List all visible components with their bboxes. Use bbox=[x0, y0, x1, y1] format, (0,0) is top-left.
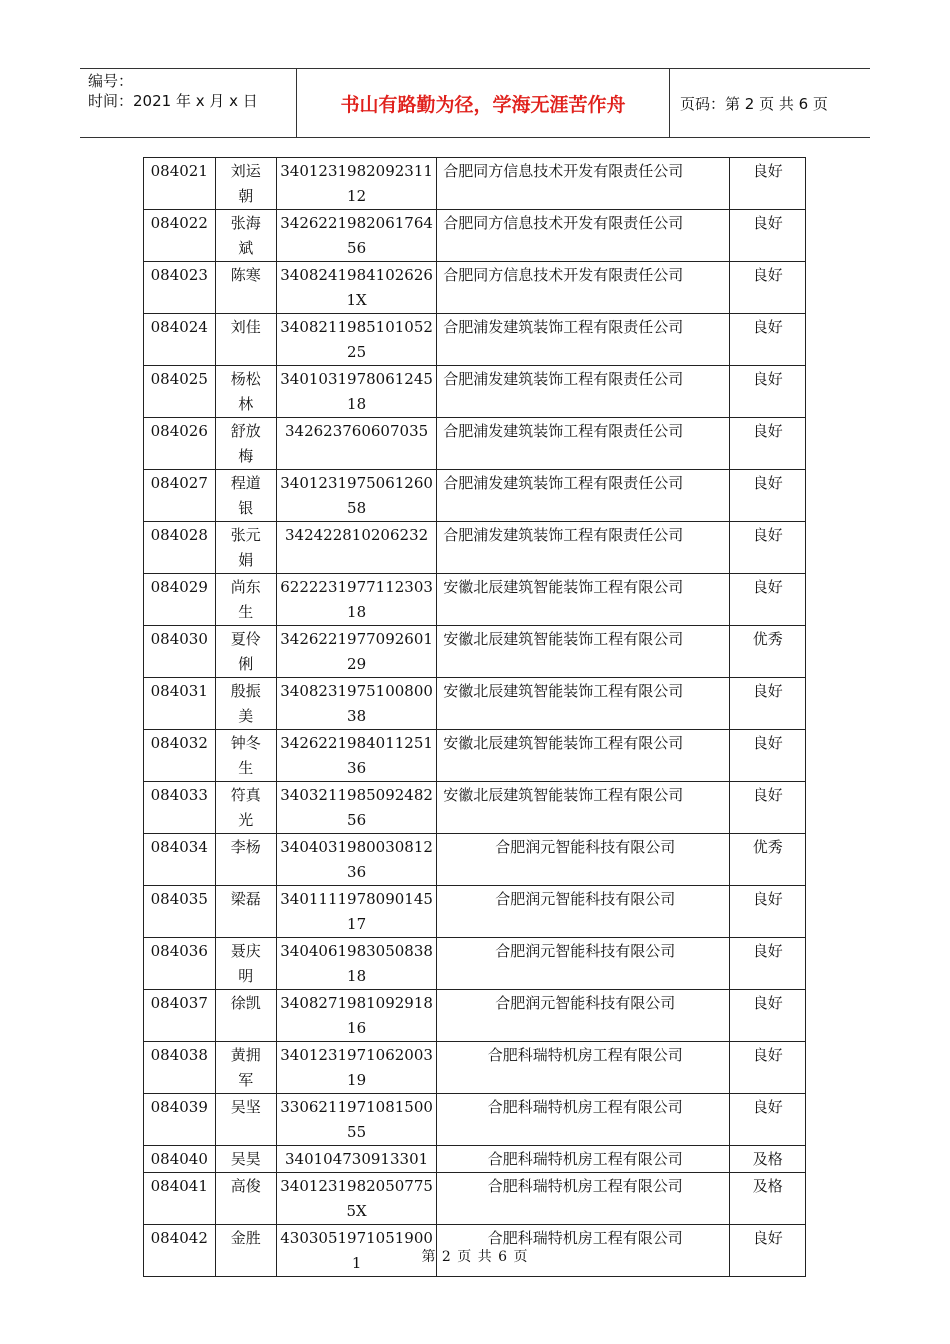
roster-body bbox=[144, 158, 806, 1277]
id-card-cell: 342622198206176456 bbox=[276, 210, 436, 262]
id-card-cell: 342422810206232 bbox=[276, 522, 436, 574]
name-cell bbox=[215, 158, 276, 210]
id-card-cell: 340321198509248256 bbox=[276, 782, 436, 834]
company-cell: 合肥润元智能科技有限公司 bbox=[437, 938, 730, 990]
table-row bbox=[144, 626, 806, 678]
name-text: 舒放梅 bbox=[230, 422, 261, 465]
grade-cell: 良好 bbox=[730, 678, 806, 730]
name-text: 陈寒 bbox=[230, 266, 261, 284]
table-row bbox=[144, 574, 806, 626]
company-cell: 安徽北辰建筑智能装饰工程有限公司 bbox=[437, 678, 730, 730]
grade-cell: 良好 bbox=[730, 522, 806, 574]
name-text: 聂庆明 bbox=[230, 942, 261, 985]
table-row bbox=[144, 158, 806, 210]
name-cell bbox=[215, 1042, 276, 1094]
id-card-cell: 330621197108150055 bbox=[276, 1094, 436, 1146]
cert-number-cell: 084039 bbox=[144, 1094, 216, 1146]
cert-number-cell: 084030 bbox=[144, 626, 216, 678]
name-cell bbox=[215, 678, 276, 730]
grade-cell: 良好 bbox=[730, 158, 806, 210]
id-card-cell: 340823197510080038 bbox=[276, 678, 436, 730]
cert-number-cell: 084025 bbox=[144, 366, 216, 418]
name-cell bbox=[215, 210, 276, 262]
name-text: 张海斌 bbox=[230, 214, 261, 257]
company-cell: 合肥润元智能科技有限公司 bbox=[437, 886, 730, 938]
id-card-cell: 43030519710519001 bbox=[276, 1225, 436, 1277]
grade-cell: 良好 bbox=[730, 990, 806, 1042]
name-cell bbox=[215, 366, 276, 418]
cert-number-cell: 084023 bbox=[144, 262, 216, 314]
grade-cell: 优秀 bbox=[730, 626, 806, 678]
name-cell bbox=[215, 886, 276, 938]
cert-number-cell: 084037 bbox=[144, 990, 216, 1042]
id-card-cell: 34012319820507755X bbox=[276, 1173, 436, 1225]
company-cell: 安徽北辰建筑智能装饰工程有限公司 bbox=[437, 782, 730, 834]
company-cell: 安徽北辰建筑智能装饰工程有限公司 bbox=[437, 626, 730, 678]
name-cell bbox=[215, 418, 276, 470]
name-text: 黄拥军 bbox=[230, 1046, 261, 1089]
name-text: 殷振美 bbox=[230, 682, 261, 725]
header-page-label: 页码：第 2 页 共 6 页 bbox=[680, 94, 828, 113]
table-row bbox=[144, 210, 806, 262]
table-row bbox=[144, 938, 806, 990]
grade-cell: 良好 bbox=[730, 366, 806, 418]
name-cell bbox=[215, 1094, 276, 1146]
name-cell bbox=[215, 626, 276, 678]
name-text: 程道银 bbox=[230, 474, 261, 517]
grade-cell: 良好 bbox=[730, 886, 806, 938]
id-card-cell: 340821198510105225 bbox=[276, 314, 436, 366]
id-card-cell: 340123197106200319 bbox=[276, 1042, 436, 1094]
table-row bbox=[144, 730, 806, 782]
roster-table bbox=[143, 157, 806, 1277]
company-cell: 合肥浦发建筑装饰工程有限责任公司 bbox=[437, 522, 730, 574]
cert-number-cell: 084027 bbox=[144, 470, 216, 522]
id-card-cell: 34082419841026261X bbox=[276, 262, 436, 314]
table-row bbox=[144, 678, 806, 730]
name-text: 梁磊 bbox=[230, 890, 261, 908]
cert-number-cell: 084032 bbox=[144, 730, 216, 782]
table-row bbox=[144, 262, 806, 314]
company-cell: 合肥科瑞特机房工程有限公司 bbox=[437, 1225, 730, 1277]
table-row bbox=[144, 470, 806, 522]
cert-number-cell: 084040 bbox=[144, 1146, 216, 1173]
grade-cell: 良好 bbox=[730, 938, 806, 990]
header-meta bbox=[80, 69, 297, 137]
grade-cell: 及格 bbox=[730, 1173, 806, 1225]
table-row bbox=[144, 1042, 806, 1094]
page-footer: 第 2 页 共 6 页 bbox=[421, 1249, 529, 1265]
name-text: 钟冬生 bbox=[230, 734, 261, 777]
grade-cell: 良好 bbox=[730, 730, 806, 782]
grade-cell: 良好 bbox=[730, 418, 806, 470]
cert-number-cell: 084031 bbox=[144, 678, 216, 730]
company-cell: 合肥科瑞特机房工程有限公司 bbox=[437, 1173, 730, 1225]
grade-cell: 良好 bbox=[730, 470, 806, 522]
company-cell: 合肥浦发建筑装饰工程有限责任公司 bbox=[437, 418, 730, 470]
cert-number-cell: 084033 bbox=[144, 782, 216, 834]
name-cell bbox=[215, 314, 276, 366]
page-header bbox=[80, 68, 870, 138]
cert-number-cell: 084036 bbox=[144, 938, 216, 990]
table-row bbox=[144, 1173, 806, 1225]
id-card-cell: 340123197506126058 bbox=[276, 470, 436, 522]
company-cell: 安徽北辰建筑智能装饰工程有限公司 bbox=[437, 574, 730, 626]
cert-number-cell: 084034 bbox=[144, 834, 216, 886]
cert-number-cell: 084021 bbox=[144, 158, 216, 210]
company-cell: 合肥浦发建筑装饰工程有限责任公司 bbox=[437, 470, 730, 522]
id-card-cell: 340123198209231112 bbox=[276, 158, 436, 210]
name-text: 李杨 bbox=[230, 838, 261, 856]
company-cell: 安徽北辰建筑智能装饰工程有限公司 bbox=[437, 730, 730, 782]
name-text: 刘运朝 bbox=[230, 162, 261, 205]
company-cell: 合肥浦发建筑装饰工程有限责任公司 bbox=[437, 314, 730, 366]
table-row bbox=[144, 314, 806, 366]
grade-cell: 良好 bbox=[730, 1042, 806, 1094]
number-label: 编号： bbox=[88, 72, 134, 90]
id-card-cell: 622223197711230318 bbox=[276, 574, 436, 626]
name-cell bbox=[215, 470, 276, 522]
name-cell bbox=[215, 938, 276, 990]
company-cell: 合肥同方信息技术开发有限责任公司 bbox=[437, 210, 730, 262]
name-text: 张元娟 bbox=[230, 526, 261, 569]
cert-number-cell: 084038 bbox=[144, 1042, 216, 1094]
grade-cell: 良好 bbox=[730, 314, 806, 366]
grade-cell: 良好 bbox=[730, 262, 806, 314]
grade-cell: 良好 bbox=[730, 782, 806, 834]
table-row bbox=[144, 886, 806, 938]
name-text: 杨松林 bbox=[230, 370, 261, 413]
id-card-cell: 342622198401125136 bbox=[276, 730, 436, 782]
name-cell bbox=[215, 262, 276, 314]
name-text: 徐凯 bbox=[230, 994, 261, 1012]
id-card-cell: 340111197809014517 bbox=[276, 886, 436, 938]
cert-number-cell: 084026 bbox=[144, 418, 216, 470]
name-cell bbox=[215, 522, 276, 574]
grade-cell: 良好 bbox=[730, 210, 806, 262]
name-text: 金胜 bbox=[230, 1229, 261, 1247]
name-cell bbox=[215, 574, 276, 626]
cert-number-cell: 084042 bbox=[144, 1225, 216, 1277]
name-cell bbox=[215, 990, 276, 1042]
id-card-cell: 342622197709260129 bbox=[276, 626, 436, 678]
name-text: 夏伶俐 bbox=[230, 630, 261, 673]
company-cell: 合肥科瑞特机房工程有限公司 bbox=[437, 1042, 730, 1094]
cert-number-cell: 084022 bbox=[144, 210, 216, 262]
name-text: 高俊 bbox=[230, 1177, 261, 1195]
name-cell bbox=[215, 730, 276, 782]
name-cell bbox=[215, 1146, 276, 1173]
company-cell: 合肥科瑞特机房工程有限公司 bbox=[437, 1146, 730, 1173]
company-cell: 合肥科瑞特机房工程有限公司 bbox=[437, 1094, 730, 1146]
cert-number-cell: 084028 bbox=[144, 522, 216, 574]
table-row bbox=[144, 366, 806, 418]
header-slogan: 书山有路勤为径，学海无涯苦作舟 bbox=[297, 69, 670, 137]
table-row bbox=[144, 522, 806, 574]
cert-number-cell: 084035 bbox=[144, 886, 216, 938]
table-row bbox=[144, 990, 806, 1042]
company-cell: 合肥同方信息技术开发有限责任公司 bbox=[437, 262, 730, 314]
cert-number-cell: 084024 bbox=[144, 314, 216, 366]
grade-cell: 优秀 bbox=[730, 834, 806, 886]
id-card-cell: 340104730913301 bbox=[276, 1146, 436, 1173]
name-text: 符真光 bbox=[230, 786, 261, 829]
grade-cell: 良好 bbox=[730, 574, 806, 626]
company-cell: 合肥润元智能科技有限公司 bbox=[437, 834, 730, 886]
id-card-cell: 340403198003081236 bbox=[276, 834, 436, 886]
name-text: 尚东生 bbox=[230, 578, 261, 621]
id-card-cell: 342623760607035 bbox=[276, 418, 436, 470]
name-text: 吴昊 bbox=[230, 1150, 261, 1168]
name-cell bbox=[215, 1173, 276, 1225]
company-cell: 合肥润元智能科技有限公司 bbox=[437, 990, 730, 1042]
table-row bbox=[144, 1094, 806, 1146]
id-card-cell: 340406198305083818 bbox=[276, 938, 436, 990]
name-cell bbox=[215, 782, 276, 834]
name-text: 吴坚 bbox=[230, 1098, 261, 1116]
grade-cell: 及格 bbox=[730, 1146, 806, 1173]
time-label: 时间：2021 年 x 月 x 日 bbox=[88, 92, 258, 110]
table-row bbox=[144, 418, 806, 470]
grade-cell: 良好 bbox=[730, 1094, 806, 1146]
table-row bbox=[144, 1146, 806, 1173]
id-card-cell: 340827198109291816 bbox=[276, 990, 436, 1042]
id-card-cell: 340103197806124518 bbox=[276, 366, 436, 418]
name-text: 刘佳 bbox=[230, 318, 261, 336]
table-row bbox=[144, 834, 806, 886]
company-cell: 合肥浦发建筑装饰工程有限责任公司 bbox=[437, 366, 730, 418]
name-cell bbox=[215, 834, 276, 886]
grade-cell: 良好 bbox=[730, 1225, 806, 1277]
company-cell: 合肥同方信息技术开发有限责任公司 bbox=[437, 158, 730, 210]
cert-number-cell: 084029 bbox=[144, 574, 216, 626]
table-row bbox=[144, 782, 806, 834]
cert-number-cell: 084041 bbox=[144, 1173, 216, 1225]
